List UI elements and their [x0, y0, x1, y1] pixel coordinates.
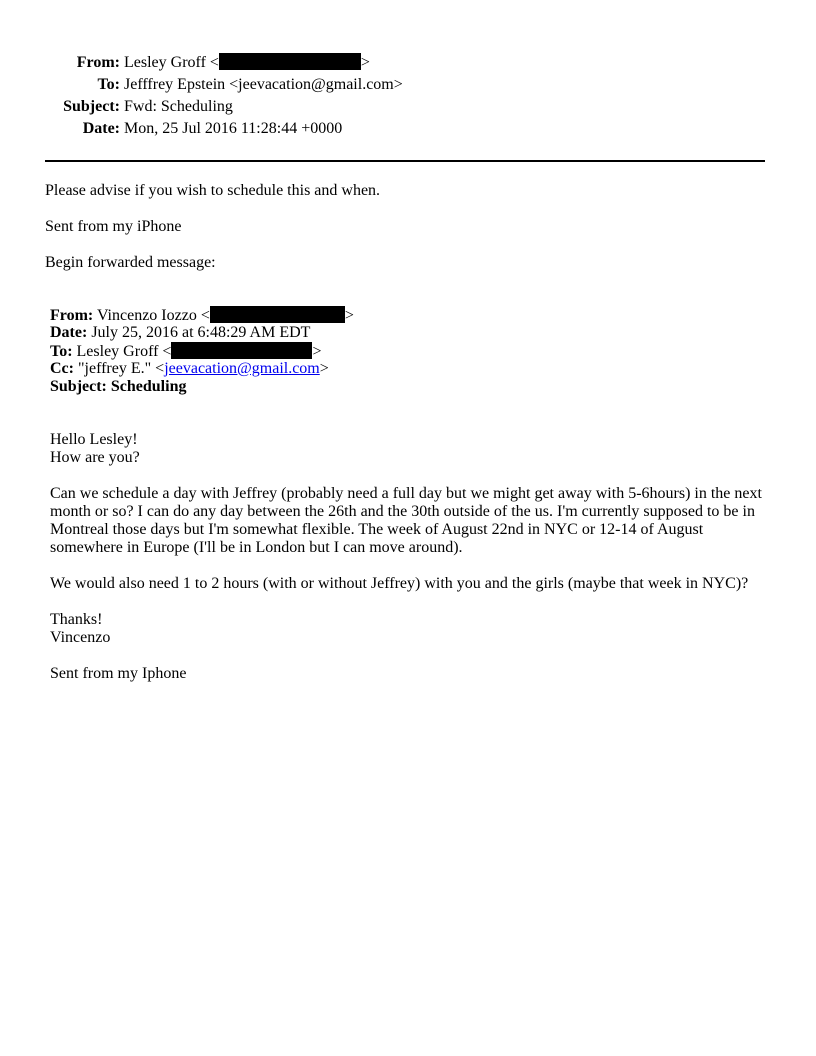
header-date-label: Date: — [82, 120, 120, 137]
fwd-to-name: Lesley Groff < — [72, 343, 172, 360]
fwd-cc-close: > — [319, 360, 329, 377]
body-line-sent-from: Sent from my iPhone — [45, 218, 182, 235]
paragraph-schedule — [50, 485, 770, 557]
header-from-value — [124, 52, 370, 74]
fwd-date-label: Date: — [50, 324, 88, 341]
paragraph-line: month or so? I can do any day between the 26th and the 30th outside of the us. I'm currently supposed to be in — [50, 503, 755, 520]
header-subject-row — [0, 96, 403, 118]
signoff — [50, 611, 770, 647]
header-date-value: Mon, 25 Jul 2016 11:28:44 +0000 — [124, 120, 343, 137]
redaction-box — [210, 306, 345, 323]
fwd-date-value: July 25, 2016 at 6:48:29 AM EDT — [87, 324, 311, 341]
header-from-row — [0, 52, 403, 74]
forwarded-message — [50, 431, 770, 701]
email-header — [0, 52, 403, 140]
header-to-label: To: — [97, 76, 120, 93]
fwd-subject-row — [50, 378, 770, 396]
greeting — [50, 431, 770, 467]
fwd-to-label: To: — [50, 343, 73, 360]
paragraph-hours: We would also need 1 to 2 hours (with or without Jeffrey) with you and the girls (maybe that week in NYC)? — [50, 575, 749, 592]
paragraph-line: Montreal those days but I'm somewhat flexible. The week of August 22nd in NYC or 12-14 of August — [50, 521, 704, 538]
fwd-subject-label: Subject: Scheduling — [50, 378, 187, 395]
paragraph-line: somewhere in Europe (I'll be in London but I can move around). — [50, 539, 463, 556]
greeting-line-2: How are you? — [50, 449, 140, 466]
header-date-row — [0, 118, 403, 140]
header-to-row — [0, 74, 403, 96]
header-subject-value: Fwd: Scheduling — [124, 98, 233, 115]
fwd-cc-email-link[interactable]: jeevacation@gmail.com — [164, 360, 320, 377]
redaction-box — [219, 53, 361, 70]
header-to-value: Jefffrey Epstein <jeevacation@gmail.com> — [124, 76, 403, 93]
fwd-from-close: > — [344, 307, 354, 324]
fwd-to-close: > — [312, 343, 322, 360]
redaction-box — [171, 342, 312, 359]
email-body — [45, 182, 765, 290]
fwd-from-row — [50, 306, 770, 324]
fwd-from-name: Vincenzo Iozzo < — [93, 307, 210, 324]
header-subject-label: Subject: — [63, 98, 120, 115]
header-from-close: > — [360, 54, 370, 71]
body-line-forwarded: Begin forwarded message: — [45, 254, 216, 271]
header-divider — [45, 160, 765, 162]
paragraph-line: Can we schedule a day with Jeffrey (probably need a full day but we might get away with 5-6hours) in the next — [50, 485, 762, 502]
body-line-advise: Please advise if you wish to schedule this and when. — [45, 182, 381, 199]
signoff-thanks: Thanks! — [50, 611, 103, 628]
message-signature: Sent from my Iphone — [50, 665, 187, 682]
fwd-to-row — [50, 342, 770, 360]
fwd-from-label: From: — [50, 307, 94, 324]
header-from-name: Lesley Groff < — [124, 54, 219, 71]
fwd-cc-row — [50, 360, 770, 378]
header-from-label: From: — [76, 54, 120, 71]
greeting-line-1: Hello Lesley! — [50, 431, 138, 448]
signoff-name: Vincenzo — [50, 629, 111, 646]
fwd-cc-label: Cc: — [50, 360, 74, 377]
fwd-cc-prefix: "jeffrey E." < — [73, 360, 165, 377]
forwarded-header — [50, 306, 770, 396]
fwd-date-row — [50, 324, 770, 342]
